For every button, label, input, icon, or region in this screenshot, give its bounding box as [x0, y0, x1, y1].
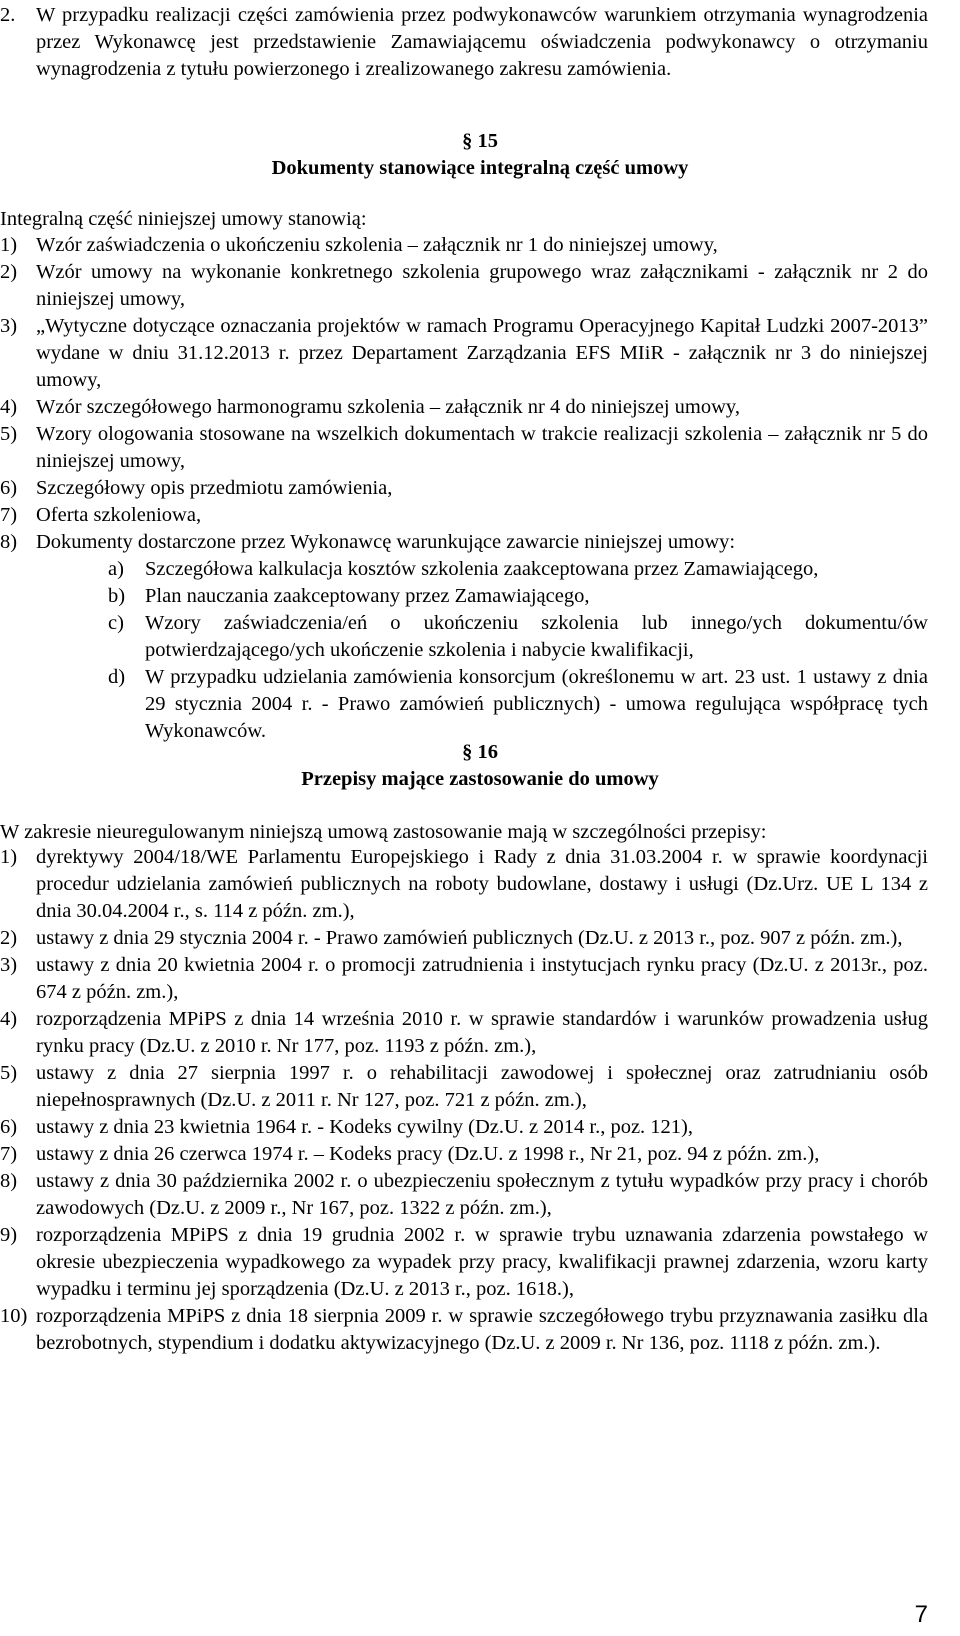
paragraph-number: 2. — [0, 4, 16, 26]
sub-list-item: c) Wzory zaświadczenia/eń o ukończeniu szkolenia lub innego/ych dokumentu/ów potwierdzającego/ych ukończenie szkolenia i nabycie kwalifikacji, — [108, 612, 928, 661]
list-item: 4) rozporządzenia MPiPS z dnia 14 września 2010 r. w sprawie standardów i warunków prowadzenia usług rynku pracy (Dz.U. z 2010 r. Nr 177, poz. 1193 z późn. zm.), — [0, 1008, 928, 1057]
section-16-title: Przepisy mające zastosowanie do umowy — [301, 768, 659, 790]
list-item: 1) dyrektywy 2004/18/WE Parlamentu Europejskiego i Rady z dnia 31.03.2004 r. w sprawie koordynacji procedur udzielania zamówień publicznych na roboty budowlane, dostawy i usługi (Dz.Urz. UE L 134 z dnia 30.04.2004 r., s. 114 z późn. zm.), — [0, 846, 928, 922]
list-item: 1) Wzór zaświadczenia o ukończeniu szkolenia – załącznik nr 1 do niniejszej umowy, — [0, 234, 718, 256]
list-item: 2) Wzór umowy na wykonanie konkretnego szkolenia grupowego wraz załącznikami - załącznik nr 2 do niniejszej umowy, — [0, 261, 928, 310]
list-item: 3) „Wytyczne dotyczące oznaczania projektów w ramach Programu Operacyjnego Kapitał Ludzki 2007-2013” wydane w dniu 31.12.2013 r. przez Departament Zarządzania EFS MIiR - załącznik nr 3 do niniejszej umowy, — [0, 315, 928, 391]
section-15-header — [0, 128, 960, 182]
sub-list-item: d) W przypadku udzielania zamówienia konsorcjum (określonemu w art. 23 ust. 1 ustawy z dnia 29 stycznia 2004 r. - Prawo zamówień publicznych) - umowa regulująca współpracę tych Wykonawców. — [108, 666, 928, 742]
continued-paragraph — [0, 2, 928, 83]
list-item: 6) ustawy z dnia 23 kwietnia 1964 r. - Kodeks cywilny (Dz.U. z 2014 r., poz. 121), — [0, 1116, 694, 1138]
section-15-title: Dokumenty stanowiące integralną część umowy — [271, 157, 689, 179]
list-item: 10) rozporządzenia MPiPS z dnia 18 sierpnia 2009 r. w sprawie szczegółowego trybu przyznawania zasiłku dla bezrobotnych, stypendium i dodatku aktywizacyjnego (Dz.U. z 2009 r. Nr 136, poz. 1118 z późn. zm.). — [0, 1305, 928, 1354]
list-item: 5) Wzory ologowania stosowane na wszelkich dokumentach w trakcie realizacji szkolenia – załącznik nr 5 do niniejszej umowy, — [0, 423, 928, 472]
sub-list-item: a) Szczegółowa kalkulacja kosztów szkolenia zaakceptowana przez Zamawiającego, — [108, 558, 819, 580]
list-item: 8) Dokumenty dostarczone przez Wykonawcę warunkujące zawarcie niniejszej umowy: — [0, 531, 736, 553]
list-item: 9) rozporządzenia MPiPS z dnia 19 grudnia 2002 r. w sprawie trybu uznawania zdarzenia powstałego w okresie ubezpieczenia wypadkowego za wypadek przy pracy, kwalifikacji prawnej zdarzenia, wzoru karty wypadku i terminu jej sporządzenia (Dz.U. z 2013 r., poz. 1618.), — [0, 1224, 928, 1300]
section-16-header — [0, 739, 960, 793]
list-item: 8) ustawy z dnia 30 października 2002 r. o ubezpieczeniu społecznym z tytułu wypadków przy pracy i chorób zawodowych (Dz.U. z 2009 r., Nr 167, poz. 1322 z późn. zm.), — [0, 1170, 928, 1219]
section-15-number: § 15 — [462, 130, 498, 152]
list-item: 2) ustawy z dnia 29 stycznia 2004 r. - Prawo zamówień publicznych (Dz.U. z 2013 r., poz. 907 z późn. zm.), — [0, 927, 903, 949]
section-16-list — [0, 844, 928, 1357]
sub-list-item: b) Plan nauczania zaakceptowany przez Zamawiającego, — [108, 585, 590, 607]
paragraph-text: W przypadku realizacji części zamówienia przez podwykonawców warunkiem otrzymania wynagrodzenia przez Wykonawcę jest przedstawienie Zamawiającemu oświadczenia podwykonawcy o otrzymaniu wynagrodzenia z tytułu powierzonego i zrealizowanego zakresu zamówienia. — [36, 4, 928, 80]
list-item: 6) Szczegółowy opis przedmiotu zamówienia, — [0, 477, 393, 499]
list-item: 5) ustawy z dnia 27 sierpnia 1997 r. o rehabilitacji zawodowej i społecznej oraz zatrudnianiu osób niepełnosprawnych (Dz.U. z 2011 r. Nr 127, poz. 721 z późn. zm.), — [0, 1062, 928, 1111]
page-number: 7 — [914, 1601, 928, 1628]
list-item: 4) Wzór szczegółowego harmonogramu szkolenia – załącznik nr 4 do niniejszej umowy, — [0, 396, 740, 418]
section-16-number: § 16 — [462, 741, 498, 763]
list-item: 7) Oferta szkoleniowa, — [0, 504, 202, 526]
section-16-intro: W zakresie nieuregulowanym niniejszą umową zastosowanie mają w szczególności przepisy: — [0, 821, 767, 843]
section-15-intro: Integralną część niniejszej umowy stanowią: — [0, 208, 367, 230]
section-15-list — [0, 232, 928, 745]
list-item: 7) ustawy z dnia 26 czerwca 1974 r. – Kodeks pracy (Dz.U. z 1998 r., Nr 21, poz. 94 z późn. zm.), — [0, 1143, 820, 1165]
list-item: 3) ustawy z dnia 20 kwietnia 2004 r. o promocji zatrudnienia i instytucjach rynku pracy (Dz.U. z 2013r., poz. 674 z późn. zm.), — [0, 954, 928, 1003]
